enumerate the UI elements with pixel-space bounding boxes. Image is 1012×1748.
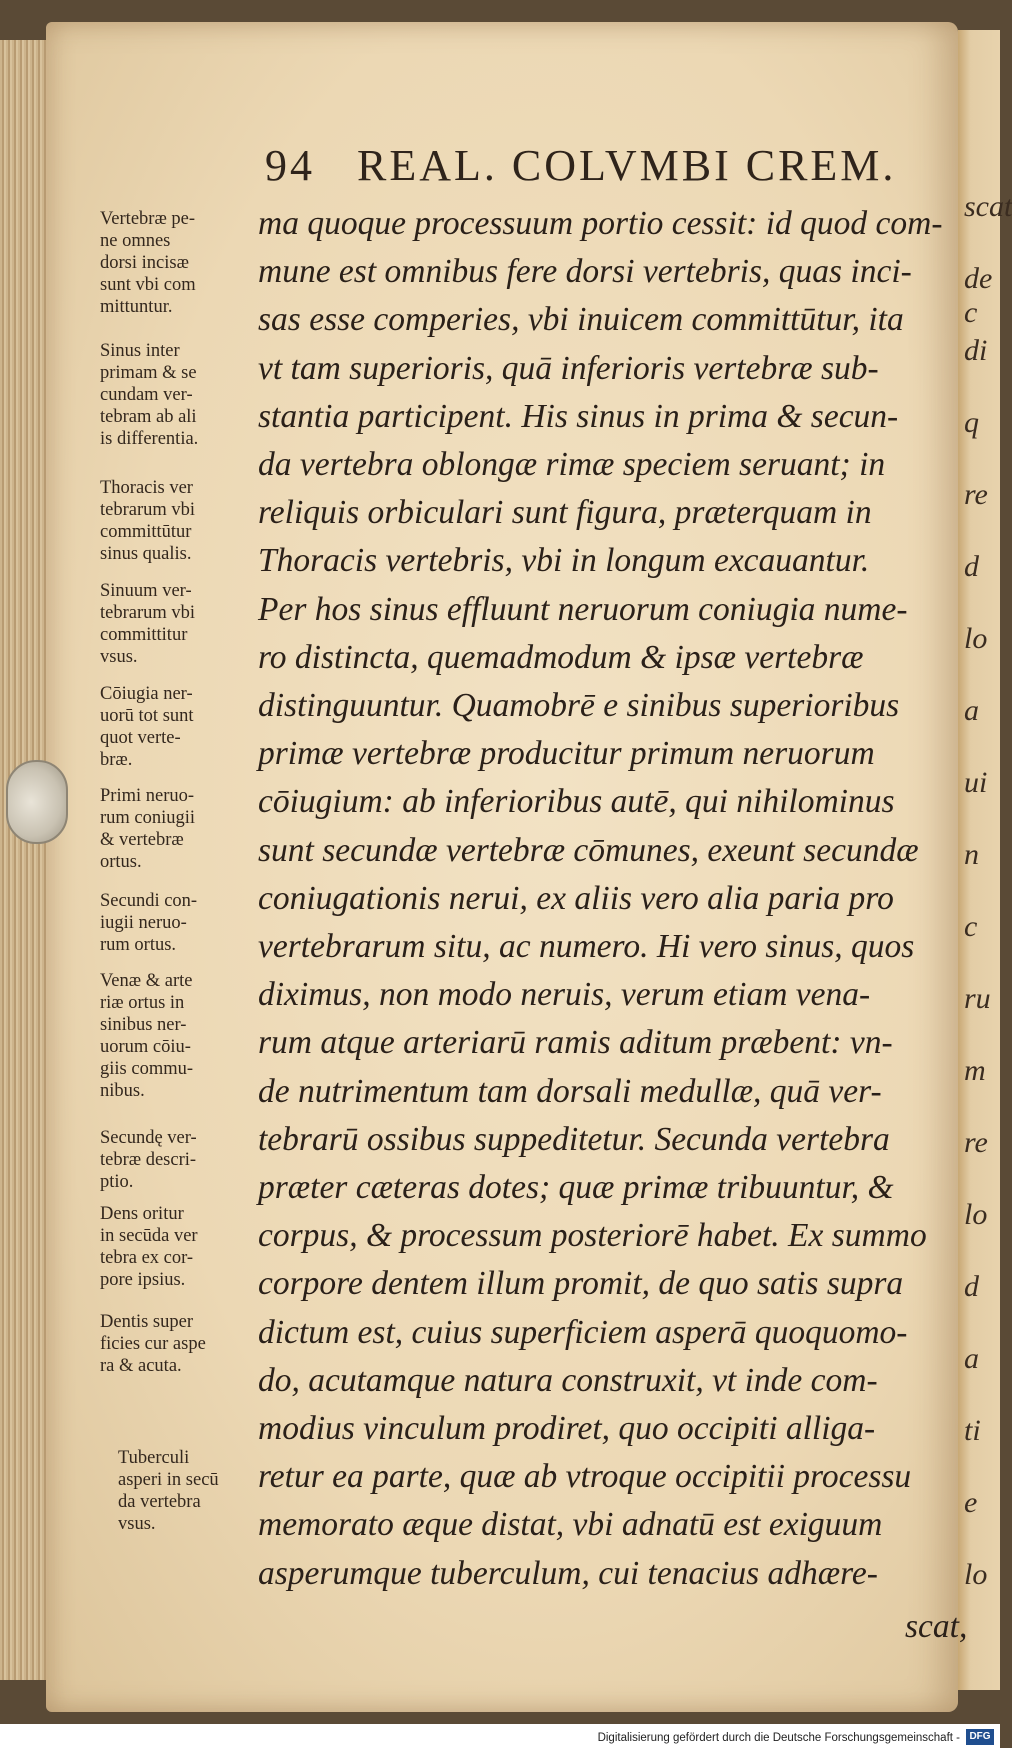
marginal-note-line: Tuberculi	[118, 1448, 190, 1468]
marginal-note-line: sinibus ner-	[100, 1015, 187, 1035]
marginal-note	[100, 208, 260, 318]
marginal-note-line: asperi in secū	[118, 1470, 219, 1490]
marginal-note-line: tebram ab ali	[100, 407, 197, 427]
text-line: corpus, & processum posteriorē habet. Ex summo	[258, 1217, 927, 1255]
marginal-note-line: vsus.	[118, 1514, 156, 1534]
running-header	[265, 140, 897, 190]
marginal-note-line: quot verte-	[100, 728, 181, 748]
text-line: stantia participent. His sinus in prima & secun-	[258, 397, 899, 435]
marginal-note-line: in secūda ver	[100, 1226, 198, 1246]
marginal-note-line: sunt vbi com	[100, 275, 196, 295]
facing-page-fragment: d	[964, 550, 979, 583]
marginal-note-line: ra & acuta.	[100, 1356, 182, 1376]
facing-page-fragment: c	[964, 910, 978, 943]
facing-page	[958, 30, 1012, 1690]
marginal-note-line: da vertebra	[118, 1492, 201, 1512]
page-number: 94	[265, 141, 315, 190]
marginal-note-line: tebrarum vbi	[100, 603, 196, 623]
marginal-note-line: pore ipsius.	[100, 1270, 186, 1290]
facing-page-fragment: ru	[964, 982, 991, 1015]
text-line: rum atque arteriarū ramis aditum præbent: vn-	[258, 1024, 893, 1062]
text-line: sas esse comperies, vbi inuicem committūtur, ita	[258, 301, 904, 339]
book-clasp	[6, 760, 68, 844]
marginal-note-line: Thoracis ver	[100, 478, 193, 498]
facing-page-fragment: di	[964, 334, 988, 367]
text-line: asperumque tuberculum, cui tenacius adhære-	[258, 1554, 878, 1592]
marginal-note-line: Secundi con-	[100, 891, 198, 911]
text-line: ro distincta, quemadmodum & ipsæ vertebræ	[258, 638, 864, 676]
marginal-note-line: nibus.	[100, 1081, 145, 1101]
marginal-note	[100, 340, 260, 450]
facing-page-fragment: a	[964, 1342, 979, 1375]
text-line: Thoracis vertebris, vbi in longum excauantur.	[258, 542, 870, 580]
marginal-note-line: tebrarum vbi	[100, 500, 196, 520]
facing-page-fragment: ti	[964, 1414, 981, 1447]
marginal-note-line: & vertebræ	[100, 830, 184, 850]
facing-page-fragment: lo	[964, 1198, 988, 1231]
text-line: da vertebra oblongæ rimæ speciem seruant; in	[258, 446, 886, 483]
marginal-note-line: iugii neruo-	[100, 913, 187, 933]
text-line: retur ea parte, quæ ab vtroque occipitii processu	[258, 1458, 912, 1496]
marginal-note-line: primam & se	[100, 363, 197, 383]
text-line: præter cæteras dotes; quæ primæ tribuuntur, &	[258, 1169, 894, 1206]
text-line: tebrarū ossibus suppeditetur. Secunda vertebra	[258, 1120, 890, 1158]
text-line: mune est omnibus fere dorsi vertebris, quas inci-	[258, 253, 912, 291]
text-line: modius vinculum prodiret, quo occipiti alliga-	[258, 1410, 876, 1447]
marginal-note-line: mittuntur.	[100, 297, 173, 317]
marginal-note-line: rum coniugii	[100, 808, 196, 828]
marginal-note	[100, 1127, 260, 1193]
facing-page-fragment: e	[964, 1486, 978, 1519]
marginal-note-line: is differentia.	[100, 429, 199, 449]
marginal-note	[118, 1447, 278, 1535]
marginal-note-line: sinus qualis.	[100, 544, 192, 564]
marginal-note-line: ne omnes	[100, 231, 171, 251]
marginal-note-line: ficies cur aspe	[100, 1334, 206, 1354]
marginal-note	[100, 785, 260, 873]
marginal-note-line: dorsi incisæ	[100, 253, 189, 273]
facing-page-fragment: re	[964, 1126, 988, 1159]
marginal-note	[100, 970, 260, 1102]
marginal-note-line: Sinus inter	[100, 341, 180, 361]
text-line: sunt secundæ vertebræ cōmunes, exeunt secundæ	[258, 831, 919, 869]
marginal-note-line: tebra ex cor-	[100, 1248, 194, 1268]
marginal-note-line: committitur	[100, 625, 188, 645]
text-line: vertebrarum situ, ac numero. Hi vero sinus, quos	[258, 928, 915, 965]
marginal-note	[100, 1203, 260, 1291]
text-line: Per hos sinus effluunt neruorum coniugia nume-	[258, 590, 908, 628]
text-line: diximus, non modo neruis, verum etiam vena-	[258, 976, 871, 1014]
marginal-note-line: Dens oritur	[100, 1204, 184, 1224]
facing-page-fragment: de c	[964, 262, 993, 329]
marginal-note	[100, 890, 260, 956]
marginal-note-line: Sinuum ver-	[100, 581, 192, 601]
facing-page-fragment: q	[964, 406, 979, 439]
marginal-note	[100, 683, 260, 771]
text-line: primæ vertebræ producitur primum neruorum	[258, 735, 875, 773]
text-line: de nutrimentum tam dorsali medullæ, quā ver-	[258, 1072, 882, 1110]
marginal-note-line: uorum cōiu-	[100, 1037, 191, 1057]
marginal-note-line: ortus.	[100, 852, 142, 872]
facing-page-fragment: a	[964, 694, 979, 727]
marginal-note-line: committūtur	[100, 522, 192, 542]
text-line: ma quoque processuum portio cessit: id quod com-	[258, 205, 943, 242]
marginal-note-line: Cōiugia ner-	[100, 684, 193, 704]
facing-page-fragment: lo	[964, 1558, 988, 1591]
marginal-note-line: uorū tot sunt	[100, 706, 194, 726]
marginal-note-line: cundam ver-	[100, 385, 193, 405]
marginal-note-line: bræ.	[100, 750, 133, 770]
facing-page-fragment: re	[964, 478, 988, 511]
text-line: do, acutamque natura construxit, vt inde com-	[258, 1361, 878, 1399]
catchword: scat,	[905, 1608, 968, 1645]
marginal-note-line: Dentis super	[100, 1312, 193, 1332]
text-line: reliquis orbiculari sunt figura, præterquam in	[258, 494, 872, 532]
text-line: vt tam superioris, quā inferioris vertebræ sub-	[258, 349, 879, 387]
facing-page-fragment: scat	[964, 190, 1012, 223]
text-line: distinguuntur. Quamobrē e sinibus superioribus	[258, 687, 900, 724]
facing-page-fragment: d	[964, 1270, 979, 1303]
marginal-note-line: riæ ortus in	[100, 993, 185, 1013]
marginal-note-line: Primi neruo-	[100, 786, 195, 806]
facing-page-fragment: n	[964, 838, 979, 871]
text-line: dictum est, cuius superficiem asperā quoquomo-	[258, 1313, 908, 1351]
marginal-note-line: Secundę ver-	[100, 1128, 197, 1148]
marginal-note	[100, 580, 260, 668]
text-line: coniugationis nerui, ex aliis vero alia paria pro	[258, 879, 894, 917]
marginal-note-line: Vertebræ pe-	[100, 209, 196, 229]
running-title: REAL. COLVMBI CREM.	[357, 141, 897, 190]
text-line: memorato æque distat, vbi adnatū est exiguum	[258, 1506, 883, 1544]
text-line: cōiugium: ab inferioribus autē, qui nihilominus	[258, 783, 895, 821]
facing-page-fragment: ui	[964, 766, 988, 799]
marginal-note	[100, 1311, 260, 1377]
marginal-note	[100, 477, 260, 565]
facing-page-fragment: m	[964, 1054, 986, 1087]
facing-page-fragment: lo	[964, 622, 988, 655]
text-line: corpore dentem illum promit, de quo satis supra	[258, 1265, 904, 1303]
marginal-note-line: vsus.	[100, 647, 138, 667]
marginal-note-line: giis commu-	[100, 1059, 194, 1079]
digitization-credit: Digitalisierung gefördert durch die Deutsche Forschungsgemeinschaft -	[597, 1732, 960, 1744]
marginal-note-line: rum ortus.	[100, 935, 177, 955]
marginal-note-line: Venæ & arte	[100, 971, 193, 991]
marginal-note-line: tebræ descri-	[100, 1150, 197, 1170]
marginal-note-line: ptio.	[100, 1172, 134, 1192]
dfg-logo: DFG	[966, 1729, 994, 1745]
